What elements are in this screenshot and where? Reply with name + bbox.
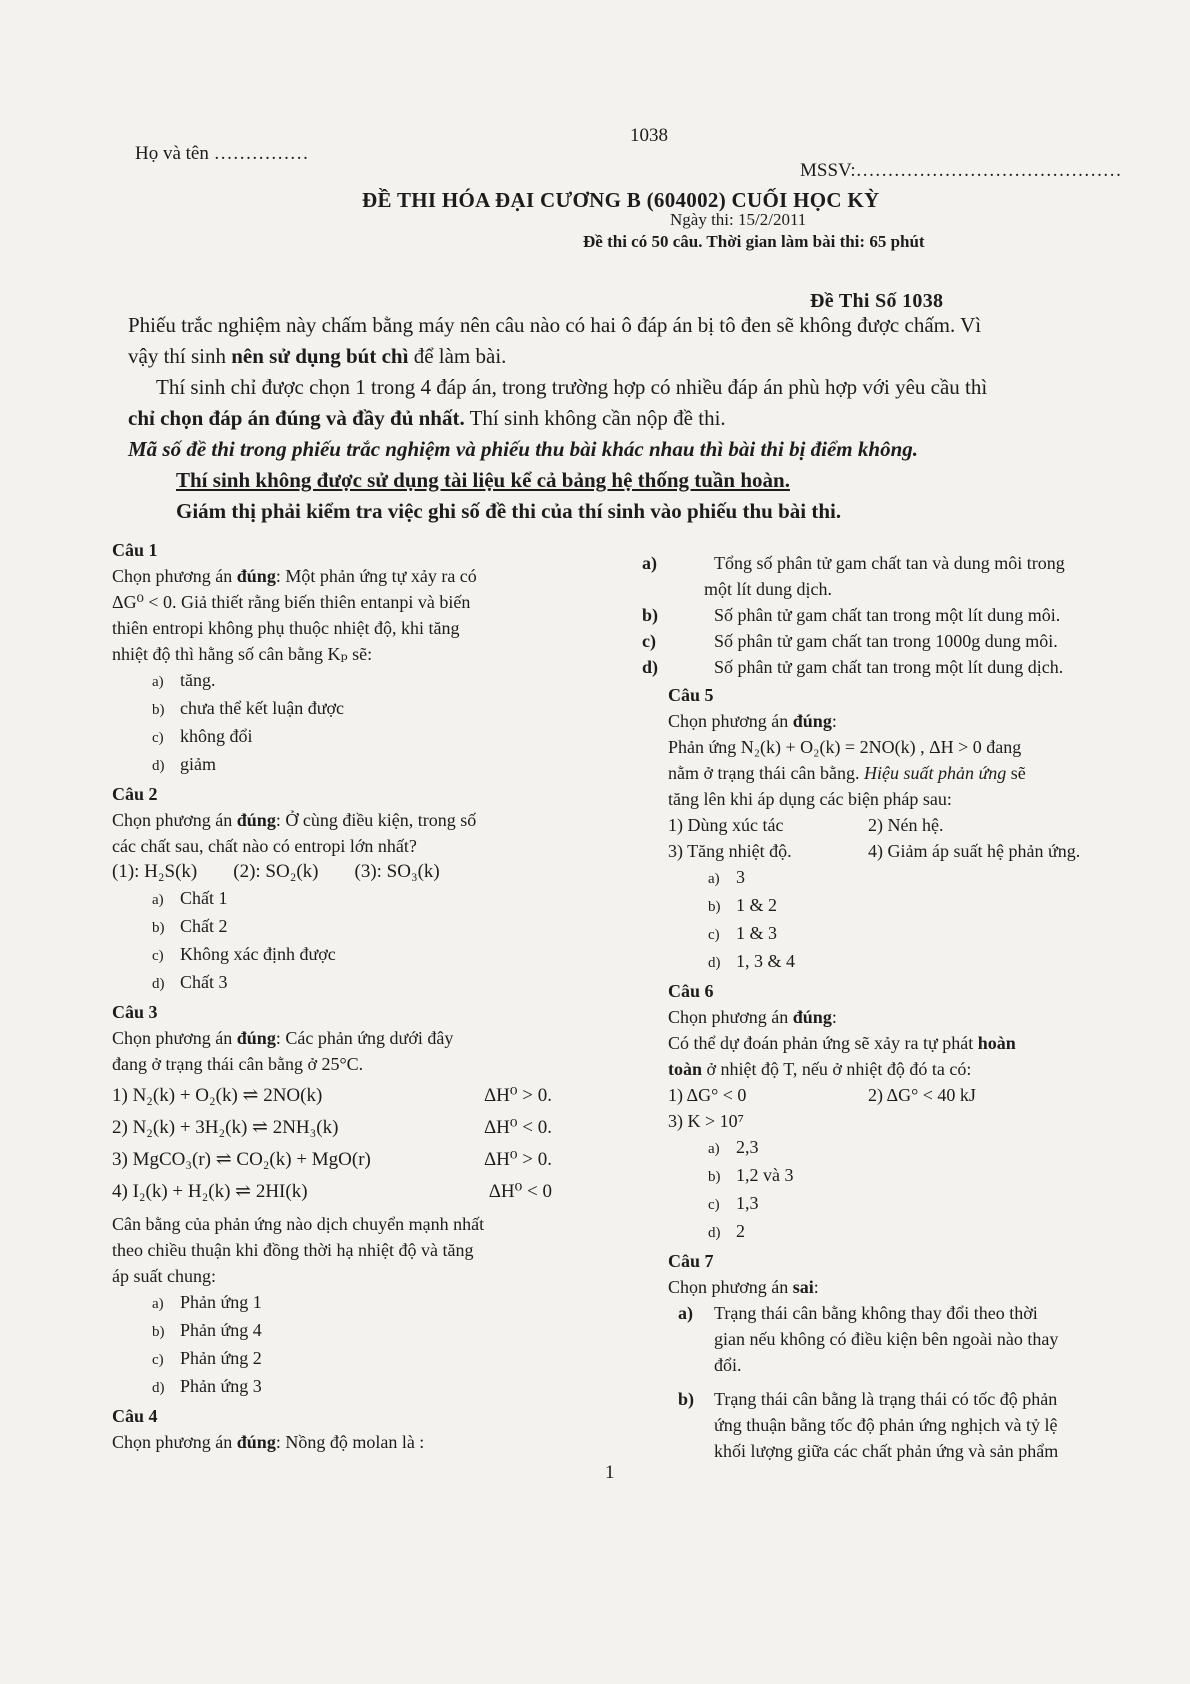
condition-item: 2) ΔG° < 40 kJ: [868, 1085, 976, 1105]
option-text: Trạng thái cân bằng không thay đổi theo thời: [714, 1303, 1038, 1323]
answer-option: [112, 941, 582, 969]
question-text: tăng lên khi áp dụng các biện pháp sau:: [668, 789, 952, 809]
question-text: các chất sau, chất nào có entropi lớn nhất?: [112, 836, 417, 856]
question-emphasis: đúng: [792, 1007, 832, 1027]
question-heading: Câu 1: [112, 540, 158, 560]
option-label: b): [708, 899, 721, 915]
question-text: [112, 1429, 582, 1455]
question-heading: Câu 6: [668, 981, 714, 1001]
answer-option: [112, 1345, 582, 1373]
option-text: 1,3: [736, 1193, 759, 1213]
question-emphasis: đúng: [236, 1028, 276, 1048]
question-text: ΔG⁰ < 0. Giả thiết rằng biến thiên entanpi và biến: [112, 592, 471, 612]
option-label: d): [152, 1380, 165, 1396]
right-column: [642, 550, 1160, 1464]
option-text-continued: gian nếu không có điều kiện bên ngoài nào thay: [714, 1329, 1059, 1349]
exam-number: Đề Thi Số 1038: [810, 290, 944, 312]
exam-code-top: 1038: [630, 125, 668, 146]
option-text: Chất 1: [180, 888, 228, 908]
option-text: 1 & 3: [736, 923, 778, 943]
answer-option: [642, 550, 1160, 576]
compound-list: [112, 859, 582, 885]
instruction-emphasis: nên sử dụng bút chì: [231, 344, 409, 368]
option-label: c): [708, 1197, 720, 1213]
option-label: a): [152, 674, 164, 690]
answer-option: [642, 602, 1160, 628]
answer-option: [112, 969, 582, 997]
question-text: [668, 1030, 1160, 1056]
answer-option: [642, 628, 1160, 654]
option-text: 1 & 2: [736, 895, 778, 915]
option-label: d): [708, 955, 721, 971]
compound-item: (2): SO₂(k): [233, 861, 319, 882]
answer-option: [112, 1289, 582, 1317]
option-label: a): [152, 1296, 164, 1312]
option-label: c): [152, 948, 164, 964]
question-text: [668, 708, 1160, 734]
answer-option: [112, 885, 582, 913]
question-emphasis: đúng: [792, 711, 832, 731]
instruction-text: Thí sinh không cần nộp đề thi.: [464, 406, 726, 430]
option-text-continued: một lít dung dịch.: [704, 579, 832, 599]
reaction-equation: 2) N₂(k) + 3H₂(k) ⇌ 2NH₃(k): [112, 1117, 339, 1138]
measure-item: 4) Giảm áp suất hệ phản ứng.: [868, 841, 1081, 861]
option-text: không đổi: [180, 726, 253, 746]
answer-option: [112, 913, 582, 941]
page-number: 1: [605, 1462, 615, 1483]
measure-item: 3) Tăng nhiệt độ.: [668, 841, 792, 861]
question-text: nhiệt độ thì hằng số cân bằng Kₚ sẽ:: [112, 644, 373, 664]
name-field-label: Họ và tên ……………: [135, 143, 309, 164]
question-text: [668, 1274, 1160, 1300]
question-text-part: : Các phản ứng dưới đây: [275, 1028, 454, 1048]
option-text: tăng.: [180, 670, 216, 690]
reaction-line: [112, 1115, 582, 1141]
answer-option: [668, 948, 1160, 976]
option-label: b): [708, 1169, 721, 1185]
option-label: d): [642, 657, 659, 677]
answer-option: [668, 1300, 1160, 1326]
option-text-continued: khối lượng giữa các chất phản ứng và sản phẩm: [714, 1441, 1059, 1461]
reaction-enthalpy: ΔH⁰ > 0.: [483, 1085, 552, 1106]
question-text-part: Chọn phương án: [668, 711, 793, 731]
question-heading: Câu 3: [112, 1002, 158, 1022]
question-heading: Câu 4: [112, 1406, 158, 1426]
answer-option: [668, 892, 1160, 920]
answer-option: [668, 864, 1160, 892]
option-label: a): [708, 1141, 720, 1157]
measure-item: 2) Nén hệ.: [868, 815, 944, 835]
question-text-part: Chọn phương án: [112, 810, 237, 830]
answer-option: [668, 1134, 1160, 1162]
question-text-part: sẽ: [1006, 763, 1026, 783]
option-label: d): [708, 1225, 721, 1241]
reaction-line: [112, 1179, 582, 1205]
question-text: Phản ứng N₂(k) + O₂(k) = 2NO(k) , ΔH > 0 đang: [668, 737, 1022, 757]
option-text: 1,2 và 3: [736, 1165, 794, 1185]
question-text: [112, 807, 582, 833]
reaction-line: [112, 1147, 582, 1173]
compound-item: (3): SO₃(k): [354, 861, 440, 882]
option-label: c): [152, 1352, 164, 1368]
option-label: c): [152, 730, 164, 746]
option-text: Không xác định được: [180, 944, 336, 964]
question-heading: Câu 7: [668, 1251, 714, 1271]
instruction-text: để làm bài.: [408, 344, 507, 368]
instruction-line: Thí sinh không được sử dụng tài liệu kể cả bảng hệ thống tuần hoàn.: [176, 468, 790, 492]
question-text: [668, 1004, 1160, 1030]
answer-option: [668, 1190, 1160, 1218]
option-label: a): [678, 1303, 693, 1323]
answer-option: [668, 1218, 1160, 1246]
instructions: [128, 310, 1138, 527]
question-text: đang ở trạng thái cân bằng ở 25°C.: [112, 1054, 364, 1074]
option-label: a): [152, 892, 164, 908]
instruction-line: Thí sinh chỉ được chọn 1 trong 4 đáp án, trong trường hợp có nhiều đáp án phù hợp với yêu cầu thì: [156, 375, 988, 399]
answer-option: [112, 723, 582, 751]
question-emphasis: đúng: [236, 810, 276, 830]
exam-title: ĐỀ THI HÓA ĐẠI CƯƠNG B (604002) CUỐI HỌC KỲ: [362, 188, 880, 212]
option-text: giảm: [180, 754, 216, 774]
instruction-line: [128, 403, 1138, 434]
option-label: a): [708, 871, 720, 887]
question-heading: Câu 2: [112, 784, 158, 804]
question-emphasis: đúng: [236, 566, 276, 586]
option-label: d): [152, 976, 165, 992]
reaction-equation: 4) I₂(k) + H₂(k) ⇌ 2HI(k): [112, 1181, 308, 1202]
question-heading: Câu 5: [668, 685, 714, 705]
question-text: áp suất chung:: [112, 1266, 216, 1286]
question-text-part: Chọn phương án: [112, 1028, 237, 1048]
question-text-part: : Một phản ứng tự xảy ra có: [275, 566, 477, 586]
option-text: Số phân tử gam chất tan trong một lít dung dịch.: [714, 657, 1064, 677]
instruction-line: Phiếu trắc nghiệm này chấm bằng máy nên câu nào có hai ô đáp án bị tô đen sẽ không được chấm. Vì: [128, 313, 982, 337]
option-text-continued: ứng thuận bằng tốc độ phản ứng nghịch và tỷ lệ: [714, 1415, 1058, 1435]
question-text-part: Chọn phương án: [668, 1277, 793, 1297]
option-text: 3: [736, 867, 745, 887]
student-id-label: MSSV:……………………………………: [800, 160, 1122, 181]
question-text: [112, 1025, 582, 1051]
question-text: Cân bằng của phản ứng nào dịch chuyển mạnh nhất: [112, 1214, 485, 1234]
option-text: Phản ứng 4: [180, 1320, 262, 1340]
reaction-equation: 3) MgCO₃(r) ⇌ CO₂(k) + MgO(r): [112, 1149, 371, 1170]
option-text: Phản ứng 1: [180, 1292, 262, 1312]
option-label: b): [152, 920, 165, 936]
measure-item: 1) Dùng xúc tác: [668, 815, 784, 835]
answer-option: [668, 920, 1160, 948]
answer-option: [112, 751, 582, 779]
question-text-part: ở nhiệt độ T, nếu ở nhiệt độ đó ta có:: [702, 1059, 972, 1079]
question-text-part: : Ở cùng điều kiện, trong số: [275, 810, 477, 830]
question-emphasis: đúng: [236, 1432, 276, 1452]
option-text: 2,3: [736, 1137, 759, 1157]
option-label: b): [642, 605, 659, 625]
option-text: 1, 3 & 4: [736, 951, 796, 971]
option-text: Số phân tử gam chất tan trong 1000g dung môi.: [714, 631, 1058, 651]
answer-option: [642, 654, 1160, 680]
compound-item: (1): H₂S(k): [112, 861, 198, 882]
left-column: [112, 535, 582, 1455]
exam-date: Ngày thi: 15/2/2011: [670, 210, 807, 229]
option-text: Số phân tử gam chất tan trong một lít dung môi.: [714, 605, 1061, 625]
option-label: b): [152, 1324, 165, 1340]
question-text-part: nằm ở trạng thái cân bằng.: [668, 763, 864, 783]
reaction-enthalpy: ΔH⁰ > 0.: [483, 1149, 552, 1170]
measure-row: [668, 838, 1160, 864]
reaction-enthalpy: ΔH⁰ < 0.: [483, 1117, 552, 1138]
measure-row: [668, 812, 1160, 838]
option-text: chưa thể kết luận được: [180, 698, 344, 718]
exam-info: Đề thi có 50 câu. Thời gian làm bài thi: 65 phút: [583, 232, 925, 251]
answer-option: [112, 1317, 582, 1345]
answer-option: [668, 1386, 1160, 1412]
question-text-part: :: [813, 1277, 819, 1297]
option-label: c): [642, 631, 656, 651]
option-text: 2: [736, 1221, 745, 1241]
instruction-line: Mã số đề thi trong phiếu trắc nghiệm và phiếu thu bài khác nhau thì bài thi bị điểm không.: [128, 437, 919, 461]
question-text-part: Chọn phương án: [112, 566, 237, 586]
option-text-continued: đổi.: [714, 1355, 742, 1375]
condition-item: 1) ΔG° < 0: [668, 1085, 747, 1105]
option-label: c): [708, 927, 720, 943]
question-text-part: :: [831, 1007, 837, 1027]
option-label: b): [152, 702, 165, 718]
option-text: Chất 2: [180, 916, 228, 936]
option-text: Chất 3: [180, 972, 228, 992]
question-text-part: :: [831, 711, 837, 731]
instruction-line: Giám thị phải kiểm tra việc ghi số đề thi của thí sinh vào phiếu thu bài thi.: [176, 499, 842, 523]
question-emphasis: toàn: [668, 1059, 703, 1079]
option-text: Phản ứng 2: [180, 1348, 262, 1368]
question-emphasis: sai: [792, 1277, 814, 1297]
answer-option: [112, 695, 582, 723]
option-label: d): [152, 758, 165, 774]
option-text: Phản ứng 3: [180, 1376, 262, 1396]
reaction-equation: 1) N₂(k) + O₂(k) ⇌ 2NO(k): [112, 1085, 323, 1106]
question-text: theo chiều thuận khi đồng thời hạ nhiệt độ và tăng: [112, 1240, 474, 1260]
question-text: thiên entropi không phụ thuộc nhiệt độ, khi tăng: [112, 618, 460, 638]
reaction-enthalpy: ΔH⁰ < 0: [488, 1181, 552, 1202]
option-label: a): [642, 553, 657, 573]
question-text-part: Chọn phương án: [668, 1007, 793, 1027]
question-emphasis: hoàn: [977, 1033, 1016, 1053]
option-label: b): [678, 1389, 695, 1409]
answer-option: [112, 1373, 582, 1401]
condition-item: 3) K > 10⁷: [668, 1111, 744, 1131]
condition-row: [668, 1082, 1160, 1108]
question-text: [112, 563, 582, 589]
answer-option: [668, 1162, 1160, 1190]
question-italic: Hiệu suất phản ứng: [863, 763, 1007, 783]
answer-option: [112, 667, 582, 695]
option-text: Tổng số phân tử gam chất tan và dung môi trong: [714, 553, 1065, 573]
question-text-part: Chọn phương án: [112, 1432, 237, 1452]
question-text-part: : Nồng độ molan là :: [275, 1432, 425, 1452]
instruction-line: [128, 341, 1138, 372]
reaction-line: [112, 1083, 582, 1109]
option-text: Trạng thái cân bằng là trạng thái có tốc độ phản: [714, 1389, 1058, 1409]
instruction-emphasis: chỉ chọn đáp án đúng và đầy đủ nhất.: [128, 406, 465, 430]
question-text: [668, 760, 1160, 786]
question-text-part: Có thể dự đoán phản ứng sẽ xảy ra tự phát: [668, 1033, 978, 1053]
instruction-text: vậy thí sinh: [128, 344, 232, 368]
question-text: [668, 1056, 1160, 1082]
